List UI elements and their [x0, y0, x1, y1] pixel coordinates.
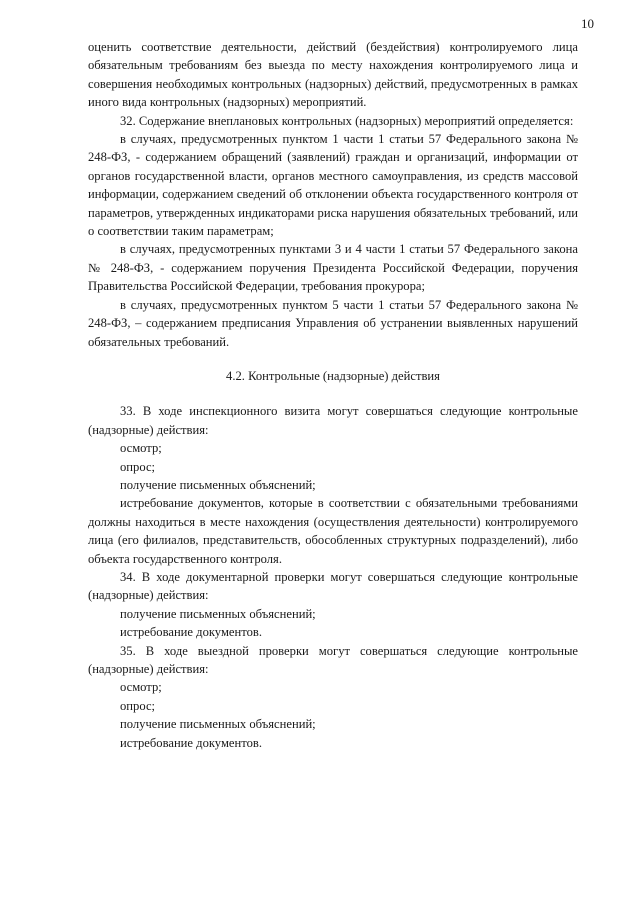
- list-item: опрос;: [120, 698, 156, 713]
- document-body: [88, 38, 578, 752]
- paragraph-32-case-3: в случаях, предусмотренных пунктом 5 части 1 статьи 57 Федерального закона № 248-ФЗ, – содержанием предписания Управления об устранении выявленных нарушений обязательных требований.: [88, 297, 578, 349]
- paragraph-34: 34. В ходе документарной проверки могут совершаться следующие контрольные (надзорные) действия:: [88, 569, 578, 603]
- paragraph-33: 33. В ходе инспекционного визита могут совершаться следующие контрольные (надзорные) действия:: [88, 404, 578, 437]
- page-number: 10: [581, 16, 594, 31]
- list-item: истребование документов, которые в соответствии с обязательными требованиями должны находиться в месте нахождения (осуществления деятельности) контролируемого лица (его филиалов, представительств, обособленных структурных подразделений), либо объекта государственного контроля.: [88, 496, 578, 566]
- spacer: [88, 385, 578, 402]
- list-item: опрос;: [120, 459, 156, 474]
- section-heading: 4.2. Контрольные (надзорные) действия: [226, 368, 440, 383]
- paragraph-35: 35. В ходе выездной проверки могут совершаться следующие контрольные (надзорные) действия:: [88, 643, 578, 676]
- paragraph-32: 32. Содержание внеплановых контрольных (надзорных) мероприятий определяется:: [120, 113, 574, 128]
- list-item: истребование документов.: [120, 735, 262, 750]
- list-item: истребование документов.: [120, 625, 262, 640]
- list-item: получение письменных объяснений;: [120, 606, 316, 621]
- paragraph-32-case-1: в случаях, предусмотренных пунктом 1 части 1 статьи 57 Федерального закона № 248-ФЗ, - содержанием обращений (заявлений) граждан и организаций, информации от органов государственной власти, органов местного самоуправления, из средств массовой информации, содержанием сведений об отклонении объекта государственного контроля от параметров, утвержденных индикаторами риска нарушения обязательных требований, или о соответствии таким параметрам;: [88, 132, 578, 239]
- list-item: получение письменных объяснений;: [120, 717, 316, 732]
- paragraph-32-case-2: в случаях, предусмотренных пунктами 3 и 4 части 1 статьи 57 Федерального закона № 248-ФЗ, - содержанием поручения Президента Российской Федерации, поручения Правительства Российской Федерации, требования прокурора;: [88, 242, 578, 294]
- spacer: [88, 351, 578, 367]
- list-item: осмотр;: [120, 680, 162, 695]
- list-item: осмотр;: [120, 441, 162, 456]
- list-item: получение письменных объяснений;: [120, 477, 316, 492]
- paragraph-assessment-continuation: оценить соответствие деятельности, действий (бездействия) контролируемого лица обязательным требованиям без выезда по месту нахождения контролируемого лица и совершения необходимых контрольных (надзорных) действий, предусмотренных в рамках иного вида контрольных (надзорных) мероприятий.: [88, 40, 578, 110]
